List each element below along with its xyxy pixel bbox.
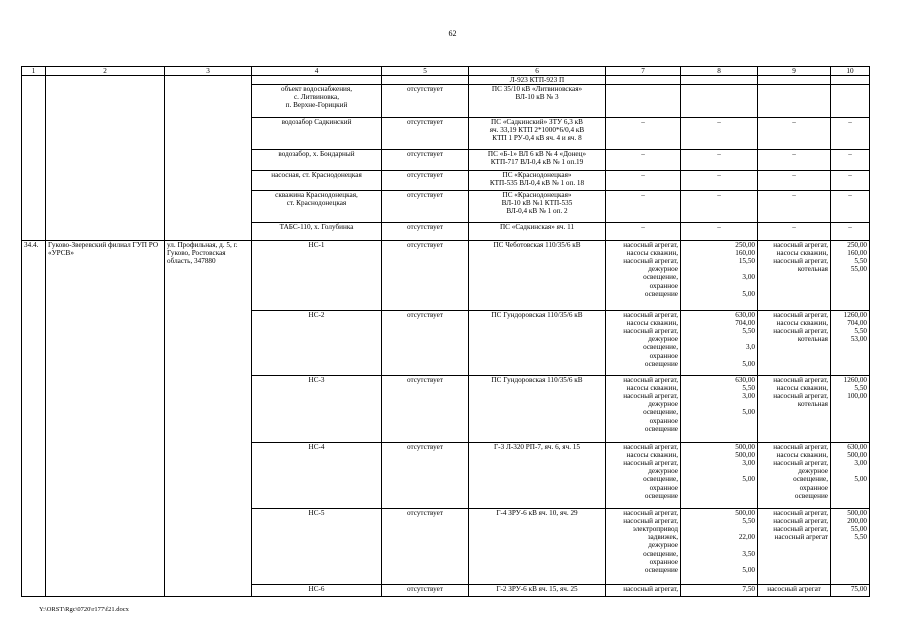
organization-address: ул. Профильная, д. 5, г. Гуково, Ростовская область, 347880 — [165, 241, 252, 597]
backup-source: отсутствует — [382, 241, 469, 311]
col-num-4: 4 — [252, 67, 382, 76]
station-name: НС-4 — [252, 443, 382, 509]
priority-consumers: насосный агрегат — [758, 585, 831, 597]
cell-c9: – — [758, 191, 831, 223]
cell-c10: – — [831, 223, 870, 241]
consumer-power: 7,50 — [681, 585, 758, 597]
object-name: ТАБС-110, х. Голубинка — [252, 223, 382, 241]
cell-c9: – — [758, 150, 831, 171]
backup-source: отсутствует — [382, 585, 469, 597]
consumer-power: 630,00 704,00 5,50 3,0 5,00 — [681, 311, 758, 376]
power-supply-table — [21, 66, 870, 597]
backup-source: отсутствует — [382, 191, 469, 223]
backup-source: отсутствует — [382, 171, 469, 191]
supply-source: Г-3 Л-320 РП-7, яч. 6, яч. 15 — [469, 443, 606, 509]
col-num-3: 3 — [165, 67, 252, 76]
station-name: НС-1 — [252, 241, 382, 311]
col-num-5: 5 — [382, 67, 469, 76]
priority-power: 75,00 — [831, 585, 870, 597]
consumer-power: 500,00 5,50 22,00 3,50 5,00 — [681, 509, 758, 585]
backup-source: отсутствует — [382, 118, 469, 150]
object-name: объект водоснабжения, с. Литвиновка, п. Верхне-Горицкий — [252, 85, 382, 118]
col-num-8: 8 — [681, 67, 758, 76]
consumers-list: насосный агрегат, насосы скважин, насосный агрегат, дежурное освещение, охранное освещение — [606, 376, 681, 443]
backup-source: отсутствует — [382, 443, 469, 509]
col-num-6: 6 — [469, 67, 606, 76]
cell-c8: – — [681, 223, 758, 241]
supply-source: ПС «Б-1» ВЛ 6 кВ № 4 «Донец» КТП-717 ВЛ-0,4 кВ № 1 оп.19 — [469, 150, 606, 171]
cell-c7: – — [606, 171, 681, 191]
supply-source: ПС «Садкинская» яч. 11 — [469, 223, 606, 241]
footer-file-path: Y:\ORST\Rgc\0720\r177\f21.docx — [39, 606, 129, 613]
cell-c10: – — [831, 118, 870, 150]
supply-source: ПС Гундоровская 110/35/6 кВ — [469, 376, 606, 443]
supply-source: Л-923 КТП-923 П — [469, 76, 606, 85]
cell-c9: – — [758, 171, 831, 191]
backup-source: отсутствует — [382, 85, 469, 118]
priority-consumers: насосный агрегат, насосы скважин, насосный агрегат, дежурное освещение, охранное освещение — [758, 443, 831, 509]
object-name: водозабор Садкинский — [252, 118, 382, 150]
station-name: НС-6 — [252, 585, 382, 597]
consumer-power: 250,00 160,00 15,50 3,00 5,00 — [681, 241, 758, 311]
backup-source: отсутствует — [382, 376, 469, 443]
cell-c7 — [606, 85, 681, 118]
station-name: НС-5 — [252, 509, 382, 585]
cell-c8 — [681, 76, 758, 85]
consumers-list: насосный агрегат, насосы скважин, насосный агрегат, дежурное освещение, охранное освещение — [606, 443, 681, 509]
consumers-list: насосный агрегат, — [606, 585, 681, 597]
consumers-list: насосный агрегат, насосы скважин, насосный агрегат, дежурное освещение, охранное освещение — [606, 241, 681, 311]
backup-source: отсутствует — [382, 509, 469, 585]
consumer-power: 500,00 500,00 3,00 5,00 — [681, 443, 758, 509]
priority-consumers: насосный агрегат, насосы скважин, насосный агрегат, котельная — [758, 311, 831, 376]
object-name: скважина Краснодонецкая, ст. Краснодонецкая — [252, 191, 382, 223]
station-name: НС-3 — [252, 376, 382, 443]
page-number: 62 — [448, 29, 457, 38]
cont-cell-3 — [165, 76, 252, 241]
priority-consumers: насосный агрегат, насосный агрегат, насосный агрегат, насосный агрегат — [758, 509, 831, 585]
cont-cell-1 — [22, 76, 46, 241]
supply-source: ПС «Садкинский» ЗТУ 6,3 кВ яч. 33,19 КТП 2*1000*6/0,4 кВ КТП 1 РУ-0,4 кВ яч. 4 и яч. 8 — [469, 118, 606, 150]
priority-power: 250,00 160,00 5,50 55,00 — [831, 241, 870, 311]
cell-c10: – — [831, 171, 870, 191]
cell-c10 — [831, 85, 870, 118]
cell-c7: – — [606, 118, 681, 150]
cell-c9: – — [758, 118, 831, 150]
cell-c7 — [606, 76, 681, 85]
cell-c9 — [758, 85, 831, 118]
col-num-2: 2 — [46, 67, 165, 76]
priority-power: 630,00 500,00 3,00 5,00 — [831, 443, 870, 509]
priority-consumers: насосный агрегат, насосы скважин, насосный агрегат, котельная — [758, 241, 831, 311]
cell-c9 — [758, 76, 831, 85]
consumers-list: насосный агрегат, насосный агрегат, электропривод задвижек, дежурное освещение, охранное освещение — [606, 509, 681, 585]
cell-c9: – — [758, 223, 831, 241]
cell-c7: – — [606, 191, 681, 223]
backup-source: отсутствует — [382, 223, 469, 241]
cell-c8: – — [681, 191, 758, 223]
priority-power: 500,00 200,00 55,00 5,50 — [831, 509, 870, 585]
cell-c8: – — [681, 171, 758, 191]
supply-source: ПС «Краснодонецкая» КТП-535 ВЛ-0,4 кВ № 1 оп. 18 — [469, 171, 606, 191]
cell-c8 — [681, 85, 758, 118]
table-row — [22, 241, 870, 311]
consumer-power: 630,00 5,50 3,00 5,00 — [681, 376, 758, 443]
backup-source: отсутствует — [382, 311, 469, 376]
table-row — [22, 76, 870, 85]
supply-source: Г-4 ЗРУ-6 кВ яч. 10, яч. 29 — [469, 509, 606, 585]
backup-source: отсутствует — [382, 150, 469, 171]
col-num-10: 10 — [831, 67, 870, 76]
object-name: водозабор, х. Бондарный — [252, 150, 382, 171]
column-number-row — [22, 67, 870, 76]
backup-source — [382, 76, 469, 85]
cell-c7: – — [606, 223, 681, 241]
supply-source: ПС «Краснодонецкая» ВЛ-10 кВ №1 КТП-535 ВЛ-0,4 кВ № 1 оп. 2 — [469, 191, 606, 223]
col-num-7: 7 — [606, 67, 681, 76]
col-num-9: 9 — [758, 67, 831, 76]
cont-cell-2 — [46, 76, 165, 241]
supply-source: Г-2 ЗРУ-6 кВ яч. 15, яч. 25 — [469, 585, 606, 597]
row-number: 34.4. — [22, 241, 46, 597]
col-num-1: 1 — [22, 67, 46, 76]
organization-name: Гуково-Зверевский филиал ГУП РО «УРСВ» — [46, 241, 165, 597]
consumers-list: насосный агрегат, насосы скважин, насосный агрегат, дежурное освещение, охранное освещение — [606, 311, 681, 376]
object-name: насосная, ст. Краснодонецкая — [252, 171, 382, 191]
supply-source: ПС Чеботовская 110/35/6 кВ — [469, 241, 606, 311]
cell-c10 — [831, 76, 870, 85]
priority-power: 1260,00 704,00 5,50 53,00 — [831, 311, 870, 376]
object-name — [252, 76, 382, 85]
station-name: НС-2 — [252, 311, 382, 376]
cell-c10: – — [831, 150, 870, 171]
cell-c10: – — [831, 191, 870, 223]
cell-c8: – — [681, 118, 758, 150]
cell-c7: – — [606, 150, 681, 171]
priority-consumers: насосный агрегат, насосы скважин, насосный агрегат, котельная — [758, 376, 831, 443]
supply-source: ПС Гундоровская 110/35/6 кВ — [469, 311, 606, 376]
priority-power: 1260,00 5,50 100,00 — [831, 376, 870, 443]
supply-source: ПС 35/10 кВ «Литвиновская» ВЛ-10 кВ № 3 — [469, 85, 606, 118]
cell-c8: – — [681, 150, 758, 171]
